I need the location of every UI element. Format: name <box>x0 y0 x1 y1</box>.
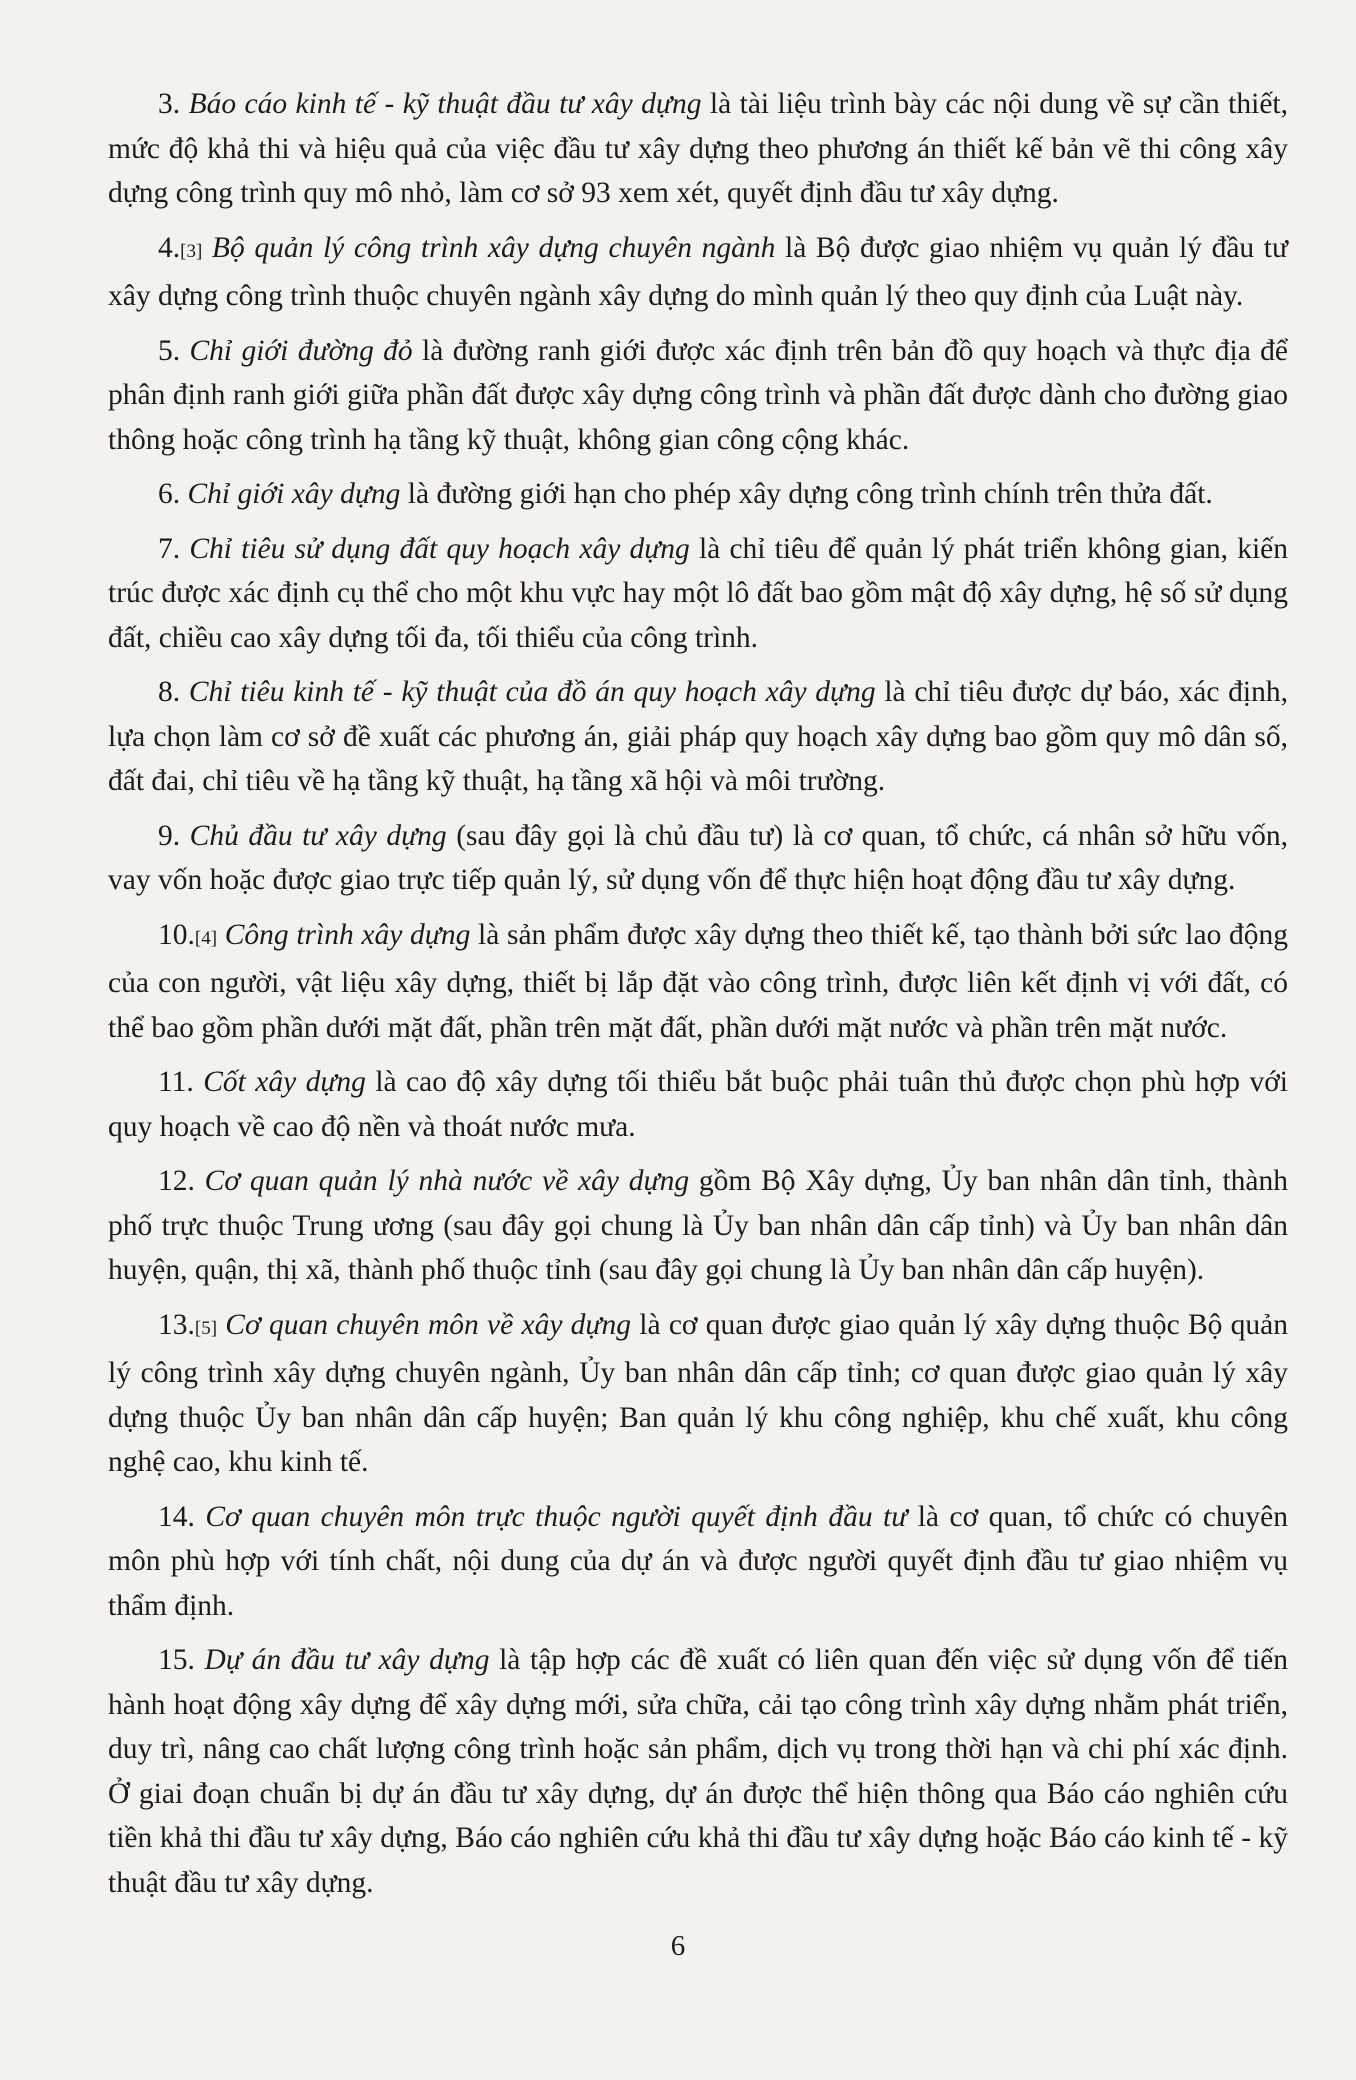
item-number: 3. <box>158 88 181 120</box>
definition-paragraph-14 <box>108 1495 1288 1629</box>
definition-text: là cơ quan được giao quản lý xây dựng thuộc Bộ quản lý công trình xây dựng chuyên ngành, Ủy ban nhân dân cấp tỉnh; cơ quan được giao quản lý xây dựng thuộc Ủy ban nhân dân cấp huyện; Ban quản lý khu công nghiệp, khu chế xuất, khu công nghệ cao, khu kinh tế. <box>108 1308 1289 1478</box>
defined-term: Chỉ giới đường đỏ <box>189 334 413 367</box>
definition-text: gồm Bộ Xây dựng, Ủy ban nhân dân tỉnh, thành phố trực thuộc Trung ương (sau đây gọi chung là Ủy ban nhân dân cấp tỉnh) và Ủy ban nhân dân huyện, quận, thị xã, thành phố thuộc tỉnh (sau đây gọi chung là Ủy ban nhân dân cấp huyện). <box>108 1165 1289 1286</box>
definition-paragraph-5 <box>108 329 1288 463</box>
item-number: 7. <box>158 532 181 565</box>
defined-term: Báo cáo kinh tế - kỹ thuật đầu tư xây dựng <box>188 88 702 120</box>
defined-term: Công trình xây dựng <box>224 918 471 951</box>
definition-paragraph-9 <box>108 814 1288 903</box>
item-number: 14. <box>158 1500 195 1533</box>
page-body <box>108 82 1288 1915</box>
definition-paragraph-12 <box>108 1159 1288 1293</box>
footnote-marker: [4] <box>194 927 218 949</box>
definition-paragraph-7 <box>108 527 1288 661</box>
definition-paragraph-3 <box>108 82 1288 216</box>
defined-term: Dự án đầu tư xây dựng <box>204 1644 490 1676</box>
defined-term: Chỉ tiêu kinh tế - kỹ thuật của đồ án quy hoạch xây dựng <box>188 676 876 708</box>
item-number: 12. <box>158 1165 195 1197</box>
item-number: 13. <box>158 1308 195 1341</box>
defined-term: Chỉ giới xây dựng <box>187 478 401 510</box>
definition-paragraph-13 <box>108 1303 1288 1485</box>
defined-term: Cốt xây dựng <box>203 1066 366 1098</box>
footnote-marker: [3] <box>180 240 203 262</box>
definition-paragraph-4 <box>108 226 1288 319</box>
definition-text: là sản phẩm được xây dựng theo thiết kế, tạo thành bởi sức lao động của con người, vật liệu xây dựng, thiết bị lắp đặt vào công trình, được liên kết định vị với đất, có thể bao gồm phần dưới mặt đất, phần trên mặt đất, phần dưới mặt nước và phần trên mặt nước. <box>108 918 1289 1044</box>
item-number: 9. <box>158 819 181 852</box>
definition-paragraph-11 <box>108 1060 1288 1149</box>
footnote-marker: [5] <box>194 1317 218 1339</box>
defined-term: Cơ quan chuyên môn về xây dựng <box>225 1308 632 1341</box>
item-number: 10. <box>158 918 195 951</box>
item-number: 8. <box>158 676 181 708</box>
item-number: 11. <box>158 1066 194 1098</box>
definition-text: (sau đây gọi là chủ đầu tư) là cơ quan, tổ chức, cá nhân sở hữu vốn, vay vốn hoặc được giao trực tiếp quản lý, sử dụng vốn để thực hiện hoạt động đầu tư xây dựng. <box>108 819 1288 896</box>
definition-paragraph-6 <box>108 472 1288 517</box>
definition-text: là đường giới hạn cho phép xây dựng công trình chính trên thửa đất. <box>400 478 1213 510</box>
definition-paragraph-10 <box>108 913 1288 1051</box>
definition-paragraph-15 <box>108 1638 1288 1905</box>
definition-text: là cao độ xây dựng tối thiểu bắt buộc phải tuân thủ được chọn phù hợp với quy hoạch về cao độ nền và thoát nước mưa. <box>108 1066 1288 1143</box>
definition-text: là tài liệu trình bày các nội dung về sự cần thiết, mức độ khả thi và hiệu quả của việc đầu tư xây dựng theo phương án thiết kế bản vẽ thi công xây dựng công trình quy mô nhỏ, làm cơ sở 93 xem xét, quyết định đầu tư xây dựng. <box>108 88 1288 209</box>
defined-term: Chỉ tiêu sử dụng đất quy hoạch xây dựng <box>189 532 690 565</box>
defined-term: Cơ quan quản lý nhà nước về xây dựng <box>204 1165 690 1197</box>
definition-text: là chỉ tiêu để quản lý phát triển không gian, kiến trúc được xác định cụ thể cho một khu vực hay một lô đất bao gồm mật độ xây dựng, hệ số sử dụng đất, chiều cao xây dựng tối đa, tối thiểu của công trình. <box>108 532 1288 654</box>
defined-term: Cơ quan chuyên môn trực thuộc người quyết định đầu tư <box>205 1500 908 1533</box>
definition-text: là tập hợp các đề xuất có liên quan đến việc sử dụng vốn để tiến hành hoạt động xây dựng để xây dựng mới, sửa chữa, cải tạo công trình xây dựng nhằm phát triển, duy trì, nâng cao chất lượng công trình hoặc sản phẩm, dịch vụ trong thời hạn và chi phí xác định. Ở giai đoạn chuẩn bị dự án đầu tư xây dựng, dự án được thể hiện thông qua Báo cáo nghiên cứu tiền khả thi đầu tư xây dựng, Báo cáo nghiên cứu khả thi đầu tư xây dựng hoặc Báo cáo kinh tế - kỹ thuật đầu tư xây dựng. <box>108 1644 1289 1899</box>
page-number: 6 <box>670 1930 686 1962</box>
item-number: 6. <box>158 478 181 510</box>
item-number: 15. <box>158 1644 195 1676</box>
defined-term: Chủ đầu tư xây dựng <box>189 819 447 852</box>
defined-term: Bộ quản lý công trình xây dựng chuyên ngành <box>211 231 776 264</box>
definition-paragraph-8 <box>108 670 1288 804</box>
item-number: 4. <box>158 231 181 264</box>
definition-text: là đường ranh giới được xác định trên bản đồ quy hoạch và thực địa để phân định ranh giới giữa phần đất được xây dựng công trình và phần đất được dành cho đường giao thông hoặc công trình hạ tầng kỹ thuật, không gian công cộng khác. <box>108 334 1289 456</box>
definition-text: là chỉ tiêu được dự báo, xác định, lựa chọn làm cơ sở đề xuất các phương án, giải pháp quy hoạch xây dựng bao gồm quy mô dân số, đất đai, chỉ tiêu về hạ tầng kỹ thuật, hạ tầng xã hội và môi trường. <box>108 676 1288 797</box>
definition-text: là cơ quan, tổ chức có chuyên môn phù hợp với tính chất, nội dung của dự án và được người quyết định đầu tư giao nhiệm vụ thẩm định. <box>108 1500 1288 1622</box>
definition-text: là Bộ được giao nhiệm vụ quản lý đầu tư xây dựng công trình thuộc chuyên ngành xây dựng do mình quản lý theo quy định của Luật này. <box>108 231 1288 312</box>
item-number: 5. <box>158 334 181 367</box>
